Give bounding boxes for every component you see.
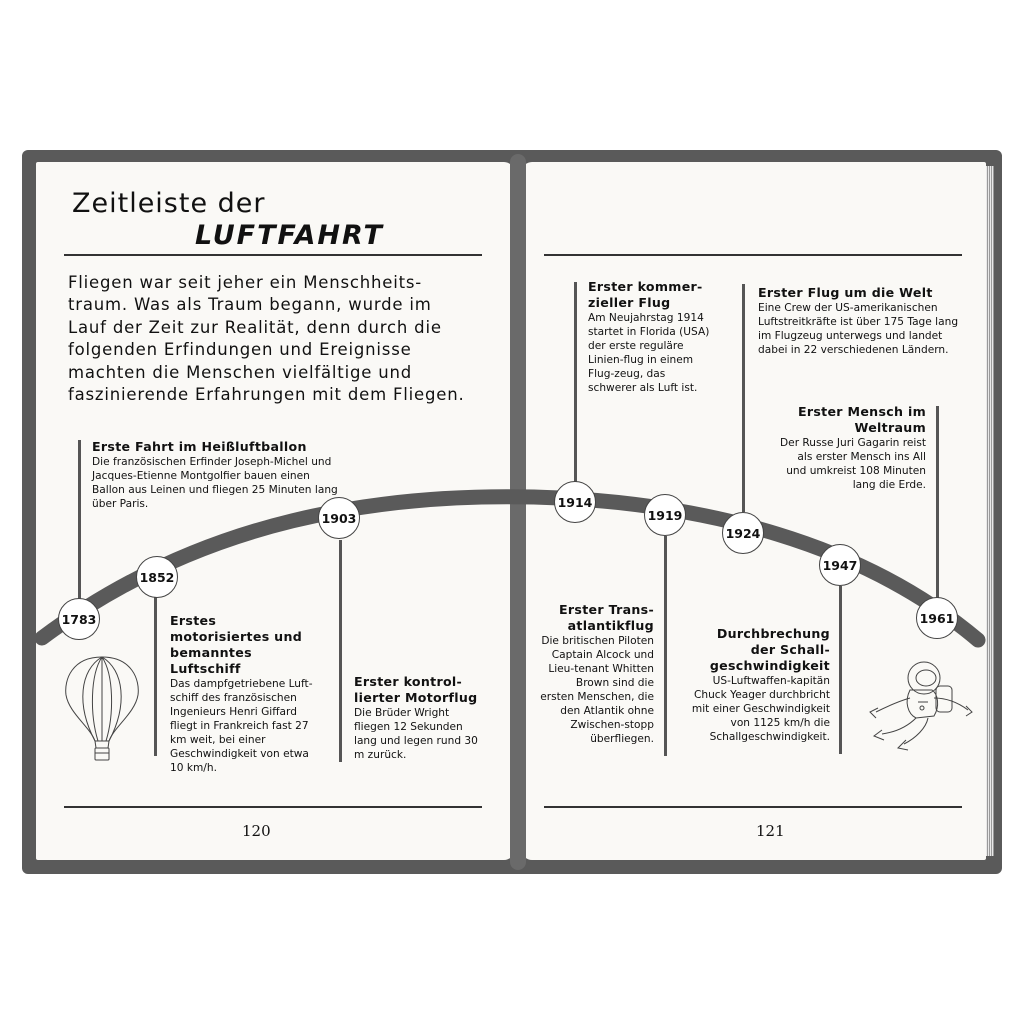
event-text: Die britischen Piloten Captain Alcock und Lieu-tenant Whitten Brown sind die ersten Menschen, die den Atlantik ohne Zwischen-stopp überfliegen. [540, 635, 654, 745]
connector-1852 [154, 596, 157, 756]
page-title-emphasis: LUFTFAHRT [195, 220, 384, 251]
year-marker-1783: 1783 [58, 598, 100, 640]
event-1903 [354, 674, 484, 762]
event-text: Die französischen Erfinder Joseph-Michel und Jacques-Etienne Montgolfier bauen einen Ballon aus Leinen und fliegen 25 Minuten lang über Paris. [92, 456, 338, 510]
event-heading: Erstes motorisiertes und bemanntes Luftschiff [170, 613, 303, 676]
event-1914 [588, 279, 712, 395]
event-1783 [92, 439, 342, 511]
event-text: Der Russe Juri Gagarin reist als erster Mensch ins All und umkreist 108 Minuten lang die Erde. [780, 437, 926, 491]
intro-text: Fliegen war seit jeher ein Menschheits-traum. Was als Traum begann, wurde im Lauf der Zeit zur Realität, denn durch die folgenden Erfindungen und Ereignisse machten die Menschen vielfältige und faszinierende Erfahrungen mit dem Fliegen. [68, 273, 465, 405]
event-text: US-Luftwaffen-kapitän Chuck Yeager durchbricht mit einer Geschwindigkeit von 1125 km/h die Schallgeschwindigkeit. [691, 675, 830, 743]
year-marker-1961: 1961 [916, 597, 958, 639]
page-number-right: 121 [756, 822, 785, 840]
connector-1919 [664, 536, 667, 756]
event-heading: Durchbrechung der Schall-geschwindigkeit [709, 626, 830, 673]
year-marker-1852: 1852 [136, 556, 178, 598]
event-text: Eine Crew der US-amerikanischen Luftstreitkräfte ist über 175 Tage lang im Flugzeug unterwegs und landet dabei in 22 verschiedenen Ländern. [758, 302, 959, 356]
event-heading: Erster Trans-atlantikflug [559, 602, 654, 633]
connector-1903 [339, 540, 342, 762]
footer-rule-left [64, 806, 482, 808]
year-marker-1947: 1947 [819, 544, 861, 586]
year-marker-1903: 1903 [318, 497, 360, 539]
year-marker-1924: 1924 [722, 512, 764, 554]
event-1852 [170, 613, 320, 775]
connector-1961 [936, 406, 939, 598]
event-heading: Erster Mensch im Weltraum [797, 404, 926, 435]
event-text: Das dampfgetriebene Luft-schiff des französischen Ingenieurs Henri Giffard fliegt in Frankreich fast 27 km weit, bei einer Geschwindigkeit von etwa 10 km/h. [170, 678, 313, 774]
year-marker-1919: 1919 [644, 494, 686, 536]
page-number-left: 120 [242, 822, 271, 840]
event-text: Die Brüder Wright fliegen 12 Sekunden lang und legen rund 30 m zurück. [354, 707, 478, 761]
hot-air-balloon-icon [62, 655, 142, 765]
astronaut-icon [856, 654, 976, 754]
event-heading: Erster kommer-zieller Flug [588, 279, 703, 310]
event-1919 [540, 602, 654, 746]
page-title: Zeitleiste der [72, 188, 266, 219]
event-1961 [778, 404, 926, 492]
connector-1947 [839, 586, 842, 754]
event-heading: Erster kontrol-lierter Motorflug [354, 674, 478, 705]
event-1924 [758, 285, 968, 357]
event-1947 [690, 626, 830, 744]
year-marker-1914: 1914 [554, 481, 596, 523]
connector-1783 [78, 440, 81, 600]
footer-rule-right [544, 806, 962, 808]
event-heading: Erste Fahrt im Heißluftballon [92, 439, 307, 454]
connector-1924 [742, 284, 745, 512]
event-heading: Erster Flug um die Welt [758, 285, 933, 300]
event-text: Am Neujahrstag 1914 startet in Florida (USA) der erste reguläre Linien-flug in einem Flug-zeug, das schwerer als Luft ist. [588, 312, 710, 394]
connector-1914 [574, 282, 577, 486]
